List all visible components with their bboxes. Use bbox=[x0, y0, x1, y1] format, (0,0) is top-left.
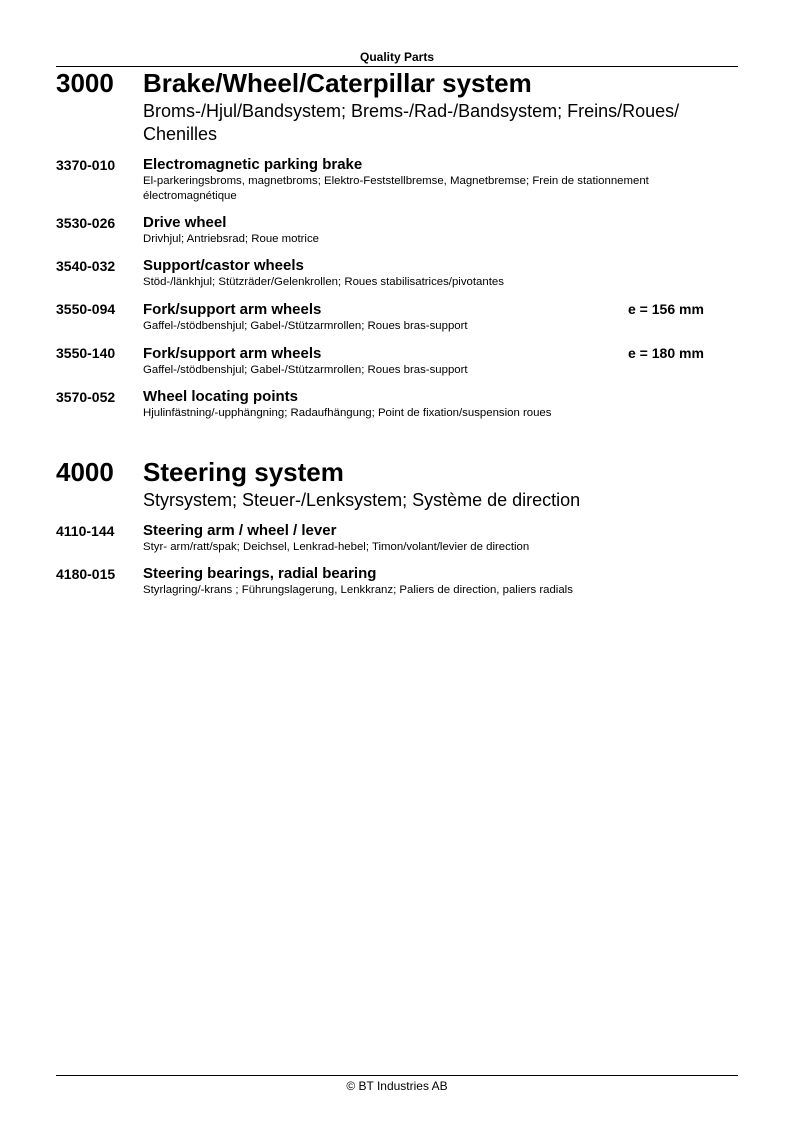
item-number: 3570-052 bbox=[56, 389, 116, 405]
section-title: Steering system bbox=[143, 457, 344, 487]
item-title: Wheel locating points bbox=[143, 388, 299, 405]
page-footer: © BT Industries AB bbox=[346, 1079, 448, 1093]
section-subtitle: Broms-/Hjul/Bandsystem; Brems-/Rad-/Bandsystem; Freins/Roues/ Chenilles bbox=[143, 101, 680, 144]
item-number: 3550-094 bbox=[56, 301, 116, 317]
section-number: 3000 bbox=[56, 68, 114, 98]
section-heading bbox=[56, 456, 738, 488]
section-subtitle: Styrsystem; Steuer-/Lenksystem; Système de direction bbox=[143, 490, 581, 510]
item-number: 4110-144 bbox=[56, 523, 115, 539]
item-title: Steering arm / wheel / lever bbox=[143, 522, 337, 539]
item-description: Gaffel-/stödbenshjul; Gabel-/Stützarmrollen; Roues bras-support bbox=[143, 320, 468, 332]
list-item bbox=[56, 257, 738, 290]
list-item bbox=[56, 344, 738, 378]
item-description: Drivhjul; Antriebsrad; Roue motrice bbox=[143, 233, 319, 245]
item-title: Fork/support arm wheels bbox=[143, 301, 322, 318]
item-description: Styr- arm/ratt/spak; Deichsel, Lenkrad-hebel; Timon/volant/levier de direction bbox=[143, 541, 530, 553]
list-item bbox=[56, 388, 738, 421]
list-item bbox=[56, 300, 738, 334]
page-header: Quality Parts bbox=[359, 50, 435, 64]
list-item bbox=[56, 522, 738, 555]
item-list bbox=[56, 156, 738, 421]
item-title: Support/castor wheels bbox=[143, 257, 304, 274]
item-number: 3530-026 bbox=[56, 215, 116, 231]
section-heading bbox=[56, 67, 738, 99]
item-title: Electromagnetic parking brake bbox=[143, 156, 363, 173]
item-description: Hjulinfästning/-upphängning; Radaufhängung; Point de fixation/suspension roues bbox=[143, 407, 552, 419]
section-number: 4000 bbox=[56, 457, 114, 487]
section-brake-wheel bbox=[56, 67, 738, 421]
footer-rule bbox=[56, 1075, 738, 1076]
item-title: Fork/support arm wheels bbox=[143, 345, 322, 362]
item-title: Steering bearings, radial bearing bbox=[143, 565, 377, 582]
list-item bbox=[56, 156, 738, 204]
item-description: Styrlagring/-krans ; Führungslagerung, Lenkkranz; Paliers de direction, paliers radials bbox=[143, 584, 573, 596]
item-number: 3370-010 bbox=[56, 157, 116, 173]
item-description: Stöd-/länkhjul; Stützräder/Gelenkrollen; Roues stabilisatrices/pivotantes bbox=[143, 276, 504, 288]
item-description: El-parkeringsbroms, magnetbroms; Elektro-Feststellbremse, Magnetbremse; Frein de stationnement électromagnétique bbox=[143, 175, 649, 202]
list-item bbox=[56, 565, 738, 598]
item-title: Drive wheel bbox=[143, 214, 227, 231]
item-dimension: e = 156 mm bbox=[628, 301, 704, 317]
item-number: 3550-140 bbox=[56, 345, 116, 361]
list-item bbox=[56, 214, 738, 247]
item-number: 4180-015 bbox=[56, 566, 116, 582]
item-description: Gaffel-/stödbenshjul; Gabel-/Stützarmrollen; Roues bras-support bbox=[143, 364, 468, 376]
section-title: Brake/Wheel/Caterpillar system bbox=[143, 68, 532, 98]
item-number: 3540-032 bbox=[56, 258, 116, 274]
item-dimension: e = 180 mm bbox=[628, 345, 704, 361]
section-steering bbox=[56, 456, 738, 598]
item-list bbox=[56, 522, 738, 598]
